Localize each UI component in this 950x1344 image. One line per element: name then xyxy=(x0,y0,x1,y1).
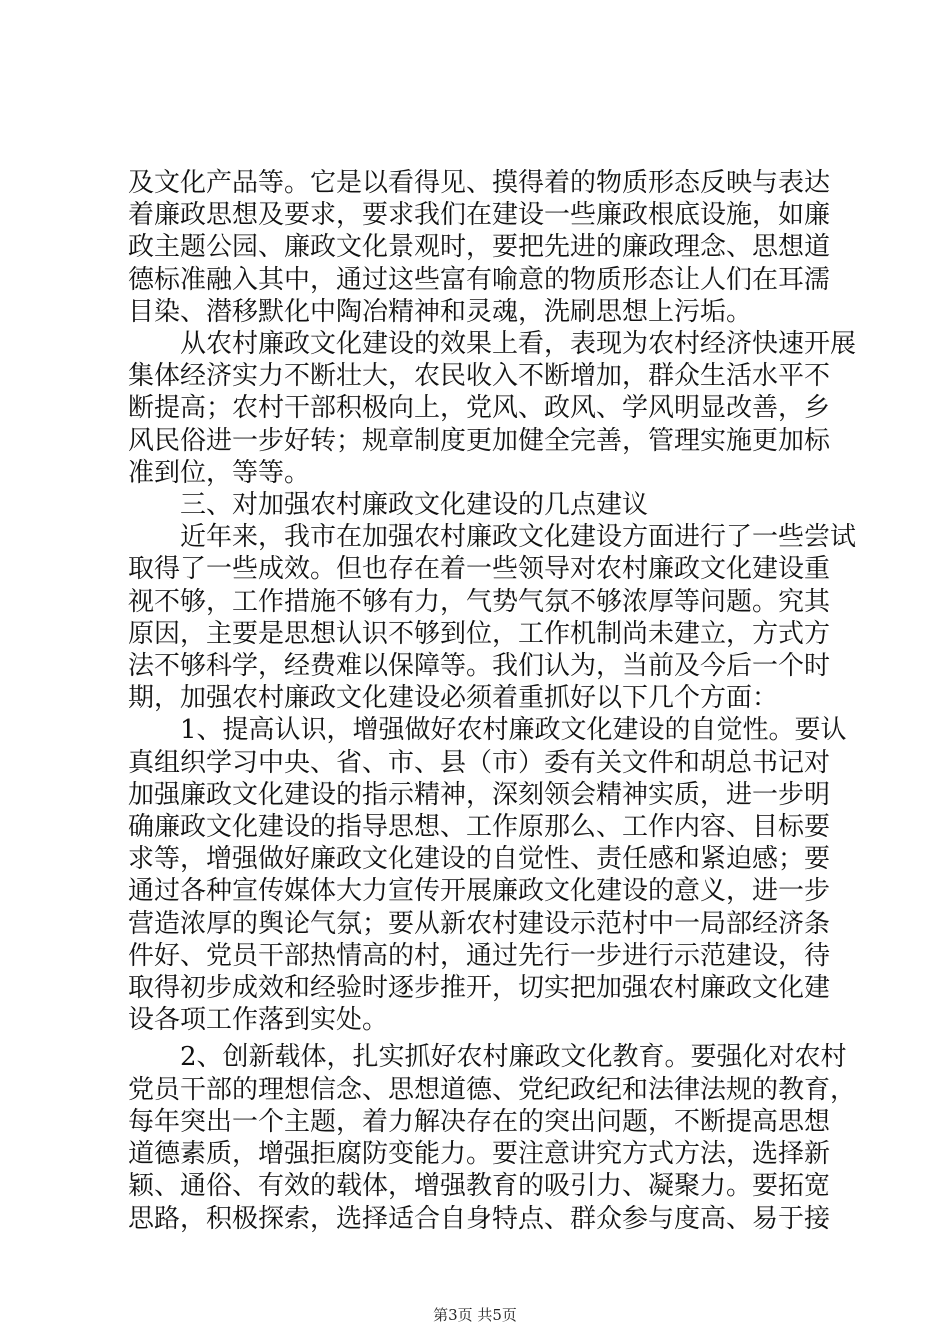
text-line: 通过各种宣传媒体大力宣传开展廉政文化建设的意义，进一步 xyxy=(128,876,831,907)
text-line: 1、提高认识，增强做好农村廉政文化建设的自觉性。要认 xyxy=(180,715,847,746)
text-line: 及文化产品等。它是以看得见、摸得着的物质形态反映与表达 xyxy=(128,168,831,198)
text-line: 道德素质，增强拒腐防变能力。要注意讲究方式方法，选择新 xyxy=(128,1139,831,1170)
text-line: 真组织学习中央、省、市、县（市）委有关文件和胡总书记对 xyxy=(128,747,831,778)
text-line: 党员干部的理想信念、思想道德、党纪政纪和法律法规的教育， xyxy=(128,1074,857,1105)
body-text xyxy=(128,167,857,1235)
text-line: 取得了一些成效。但也存在着一些领导对农村廉政文化建设重 xyxy=(128,554,831,585)
text-line: 2、创新载体，扎实抓好农村廉政文化教育。要强化对农村 xyxy=(180,1042,847,1073)
text-line: 目染、潜移默化中陶冶精神和灵魂，洗刷思想上污垢。 xyxy=(128,296,753,327)
text-line: 政主题公园、廉政文化景观时，要把先进的廉政理念、思想道 xyxy=(128,232,831,263)
text-line: 集体经济实力不断壮大，农民收入不断增加，群众生活水平不 xyxy=(128,361,831,392)
text-line: 确廉政文化建设的指导思想、工作原那么、工作内容、目标要 xyxy=(128,812,831,843)
text-line: 营造浓厚的舆论气氛；要从新农村建设示范村中一局部经济条 xyxy=(128,908,831,939)
text-line: 风民俗进一步好转；规章制度更加健全完善，管理实施更加标 xyxy=(128,425,831,456)
text-line: 加强廉政文化建设的指示精神，深刻领会精神实质，进一步明 xyxy=(128,779,831,810)
text-line: 着廉政思想及要求，要求我们在建设一些廉政根底设施，如廉 xyxy=(128,200,831,231)
text-line: 断提高；农村干部积极向上，党风、政风、学风明显改善，乡 xyxy=(128,393,831,424)
text-line: 思路，积极探索，选择适合自身特点、群众参与度高、易于接 xyxy=(128,1203,831,1234)
text-line: 取得初步成效和经验时逐步推开，切实把加强农村廉政文化建 xyxy=(128,973,831,1004)
text-line: 求等，增强做好廉政文化建设的自觉性、责任感和紧迫感；要 xyxy=(128,844,831,875)
text-line: 件好、党员干部热情高的村，通过先行一步进行示范建设，待 xyxy=(128,940,831,971)
text-line: 原因，主要是思想认识不够到位，工作机制尚未建立，方式方 xyxy=(128,618,831,649)
text-line: 期，加强农村廉政文化建设必须着重抓好以下几个方面： xyxy=(128,683,779,714)
text-line: 颖、通俗、有效的载体，增强教育的吸引力、凝聚力。要拓宽 xyxy=(128,1171,831,1202)
text-line: 德标准融入其中，通过这些富有喻意的物质形态让人们在耳濡 xyxy=(128,264,831,295)
page-number-label: 第3页 共5页 xyxy=(433,1306,517,1324)
text-line: 准到位，等等。 xyxy=(128,457,311,488)
section-heading: 三、对加强农村廉政文化建设的几点建议 xyxy=(180,490,649,521)
text-line: 视不够，工作措施不够有力，气势气氛不够浓厚等问题。究其 xyxy=(128,586,831,617)
text-line: 从农村廉政文化建设的效果上看，表现为农村经济快速开展 xyxy=(180,329,857,360)
text-line: 每年突出一个主题，着力解决存在的突出问题，不断提高思想 xyxy=(128,1106,831,1137)
text-line: 设各项工作落到实处。 xyxy=(128,1005,389,1036)
text-line: 近年来，我市在加强农村廉政文化建设方面进行了一些尝试 xyxy=(180,522,857,553)
page-footer xyxy=(0,1304,950,1325)
text-line: 法不够科学，经费难以保障等。我们认为，当前及今后一个时 xyxy=(128,651,831,682)
